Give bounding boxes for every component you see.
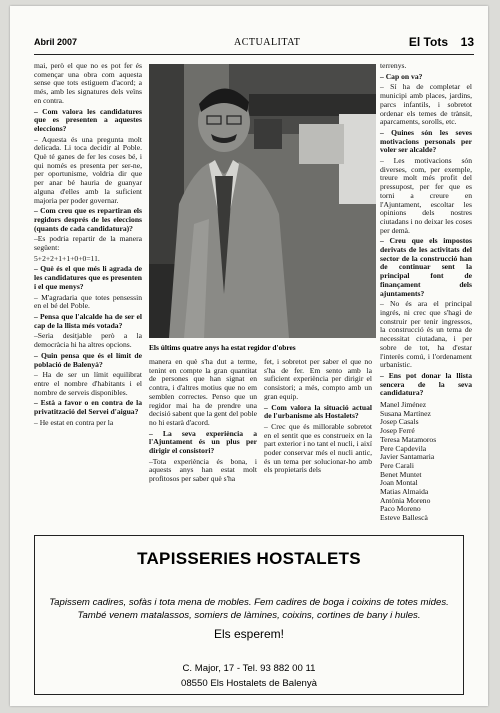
advertisement-box xyxy=(34,535,464,695)
interview-question: – Creu que els impostos derivats de les activitats del sector de la construcció han de continuar sent la principal font de finançament dels ajuntaments? xyxy=(380,236,472,298)
candidate-name: Paco Moreno xyxy=(380,504,421,514)
interview-question: – Pensa que l'alcalde ha de ser el cap de la llista més votada? xyxy=(34,311,142,330)
candidate-name: Manel Jiménez xyxy=(380,400,427,410)
candidate-name: Esteve Ballescà xyxy=(380,513,428,523)
ad-title: TAPISSERIES HOSTALETS xyxy=(137,549,361,568)
candidate-name: Benet Muntet xyxy=(380,469,422,479)
interview-photo xyxy=(149,64,376,338)
interview-question: – Ens pot donar la llista sencera de la seva candidatura? xyxy=(380,370,472,398)
magazine-page xyxy=(10,6,488,706)
publication-name: El Tots xyxy=(408,35,448,49)
interview-question: – Què és el que més li agrada de les candidatures que es presenten i el que menys? xyxy=(34,264,142,291)
article-column-3 xyxy=(264,358,372,477)
interview-answer: –Tota experiència és bona, i aquests anys han estat molt profitosos per saber què s'ha xyxy=(149,456,257,484)
interview-answer: manera en què s'ha dut a terme, tenint en compte la gran quantitat de persones que han signat en contra, i d'altres motius que no em semblen correctes. Penso que un regidor mai ha de prendre una decisió sabent que la gent del poble no hi estarà d'acord. xyxy=(149,357,257,427)
interview-answer: fet, i sobretot per saber el que no s'ha de fer. Em sento amb la suficient experiència per dirigir el consistori; a més, compto amb un gran equip. xyxy=(264,357,372,401)
ad-services-line: Tapissem cadires, sofàs i tota mena de mobles. Fem cadires de boga i coixins de totes mides. xyxy=(49,597,449,608)
article-column-2 xyxy=(149,358,257,486)
interview-question: – Com valora la situació actual de l'urbanisme als Hostalets? xyxy=(264,402,372,421)
interview-question: – La seva experiència a l'Ajuntament és un plus per dirigir el consistori? xyxy=(149,428,257,456)
page-number: 13 xyxy=(460,35,474,49)
interview-answer: mai, però el que no es pot fer és començar una obra com aquesta sense que tots estiguem d'acord; a més, amb les signatures dels veïns en contra. xyxy=(34,61,142,105)
interview-answer: –Es podria repartir de la manera següent: xyxy=(34,234,142,253)
interview-answer: – Aquesta és una pregunta molt delicada. Li toca decidir al Poble. Què té ganes de fer les coses bé, i qui només es presenta per ser-ne, per oportunisme, voldria dir que per anar bé hauria de guanyar alguna d'elles amb la suficient majoria per poder governar. xyxy=(34,134,142,205)
ad-products-line: També venem matalassos, somiers de làmines, coixins, cortines de bany i hules. xyxy=(77,610,421,621)
candidate-name: Teresa Matamoros xyxy=(380,434,437,444)
portrait-illustration xyxy=(149,64,376,338)
interview-question: – Quines són les seves motivacions personals per voler ser alcalde? xyxy=(380,127,472,155)
interview-question: – Com valora les candidatures que es presenten a aquestes eleccions? xyxy=(34,106,142,133)
candidate-name: Josep Ferré xyxy=(380,426,415,436)
interview-answer: terrenys. xyxy=(380,61,407,70)
interview-question: – Cap on va? xyxy=(380,71,423,81)
interview-answer: – No és ara el principal ingrés, ni crec que s'hagi de construir per tenir ingressos, la construcció és un tema de necessitat ciutadana, i per sobre de tot, ha d'estar l'interès comú, i l'ordenament urbanístic. xyxy=(380,299,472,370)
interview-answer: 5+2+2+1+1+0+0=11. xyxy=(34,253,100,263)
interview-answer: – M'agradaria que totes pensessin en el bé del Poble. xyxy=(34,292,142,311)
issue-date: Abril 2007 xyxy=(34,37,78,47)
interview-answer: –Seria desitjable però a la democràcia hi ha altres opcions. xyxy=(34,331,142,350)
ad-invite: Els esperem! xyxy=(213,627,285,641)
ad-address: C. Major, 17 - Tel. 93 882 00 11 xyxy=(182,663,316,674)
candidate-name: Pere Carali xyxy=(380,460,414,470)
candidate-name: Susana Martínez xyxy=(380,408,431,418)
interview-answer: – Les motivacions són diverses, com, per exemple, treure molt més profit del pressupost, per fer que es torni a creure en l'Ajuntament, escoltar les opinions dels nostres ciutadans i no deixar les coses per demà. xyxy=(380,156,472,235)
candidate-name: Josep Casals xyxy=(380,417,419,427)
photo-caption: Els últims quatre anys ha estat regidor d'obres xyxy=(149,343,296,352)
candidate-name: Pere Capdevila xyxy=(380,443,427,453)
candidate-name: Matias Almaida xyxy=(380,487,429,497)
interview-answer: – He estat en contra per la xyxy=(34,417,114,427)
interview-answer: – Crec que és millorable sobretot en el sentit que es construeix en la part exterior i no tant el nucli, i així poder conservar més el nucli antic, és un tema per solucionar-ho amb els propietaris dels xyxy=(264,421,372,475)
article-column-4 xyxy=(380,62,472,523)
page-header xyxy=(34,36,474,55)
ad-city: 08550 Els Hostalets de Balenyà xyxy=(181,678,317,689)
interview-answer: – Sí ha de completar el municipi amb places, jardins, parcs infantils, i sobretot ordenar els temes de trànsit, aparcaments, sorolls, etc. xyxy=(380,82,472,127)
interview-question: – Com creu que es repartiran els regidors després de les eleccions (quants de cada candidatura)? xyxy=(34,206,142,233)
candidate-name: Javier Santamaria xyxy=(380,452,435,462)
article-column-1 xyxy=(34,62,142,429)
interview-question: – Quin pensa que és el límit de població de Balenyà? xyxy=(34,350,142,369)
section-title: ACTUALITAT xyxy=(234,37,301,48)
interview-answer: – Ha de ser un límit equilibrat entre el nombre d'habitants i el nombre de serveis disponibles. xyxy=(34,370,142,397)
candidate-name: Antònia Moreno xyxy=(380,495,431,505)
interview-question: – Està a favor o en contra de la privatització del Servei d'aigua? xyxy=(34,398,142,417)
candidate-name: Joan Montal xyxy=(380,478,418,488)
candidate-list xyxy=(380,401,472,523)
